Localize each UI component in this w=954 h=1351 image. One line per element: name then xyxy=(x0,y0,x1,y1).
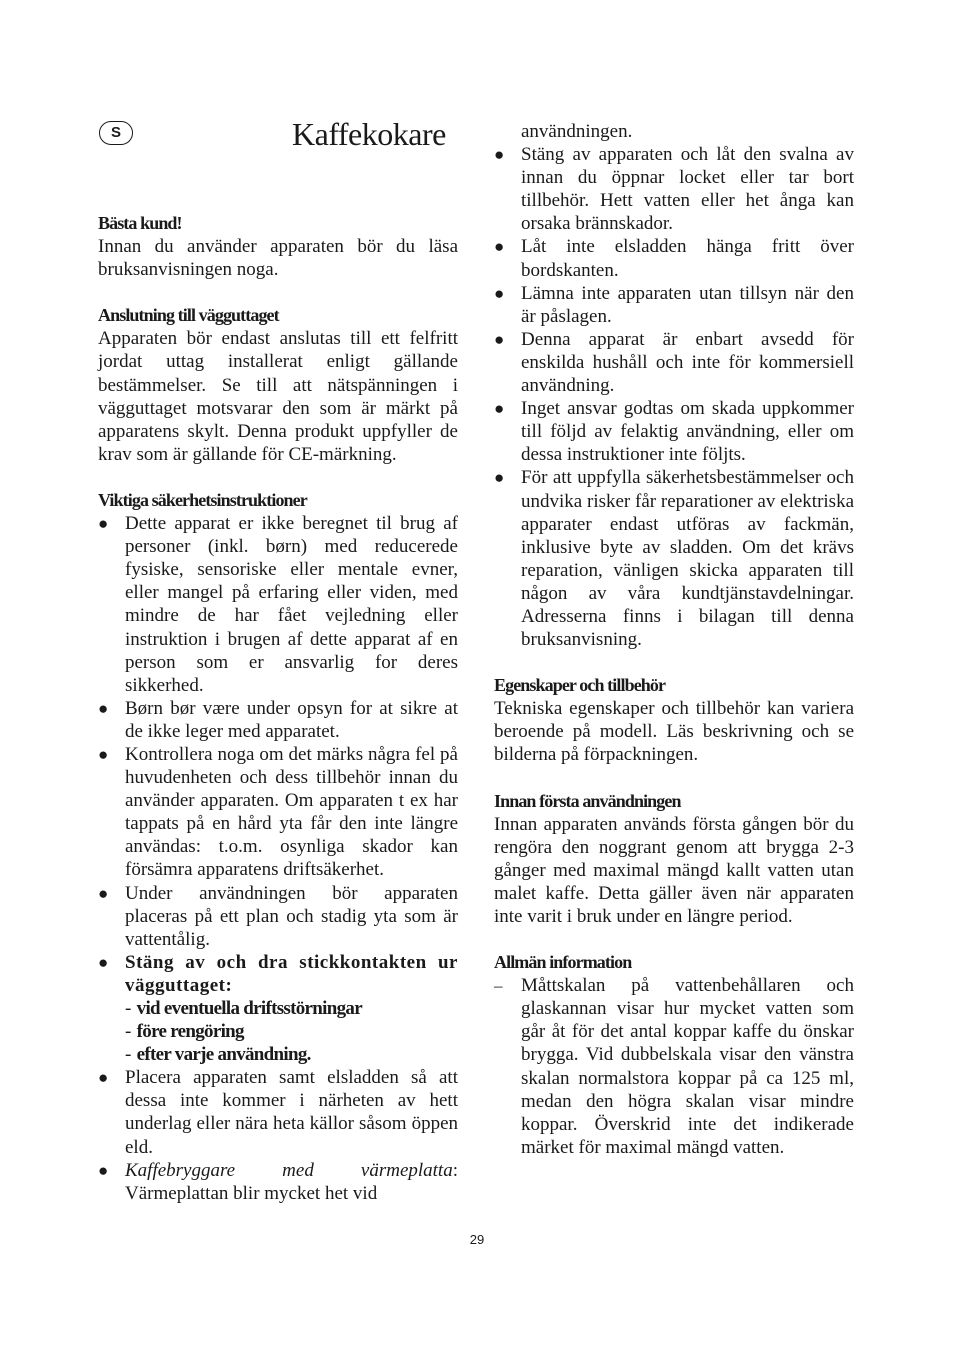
list-item-text: Lämna inte apparaten utan tillsyn när den är påslagen. xyxy=(521,282,854,327)
list-item xyxy=(98,1159,458,1205)
dash-icon: - xyxy=(125,998,131,1019)
list-item xyxy=(98,882,458,951)
list-item xyxy=(494,235,854,281)
section-heading-safety: Viktiga säkerhetsinstruktioner xyxy=(98,489,307,510)
section-heading-connection: Anslutning till vägguttaget xyxy=(98,305,279,326)
list-item-text: För att uppfylla säkerhetsbestämmelser och undvika risker får reparationer av elektriska apparater endast utföras av fackmän, inklusive byte av sladden. Om det krävs reparation, vänligen skicka apparaten till någon av våra kundtjänstavdelningar. Adresserna finns i bilagan till denna bruksanvisning. xyxy=(521,467,854,651)
bullet-icon: ● xyxy=(494,283,505,303)
list-item-continuation: användningen. xyxy=(521,121,633,142)
list-item-text: Låt inte elsladden hänga fritt över bordskanten. xyxy=(521,236,854,281)
sub-list-item-text: efter varje användning. xyxy=(136,1044,311,1066)
bullet-icon: ● xyxy=(98,514,109,534)
bullet-icon: ● xyxy=(494,399,505,419)
bullet-icon: ● xyxy=(98,952,109,972)
sub-list-item-text: före rengöring xyxy=(136,1021,244,1043)
list-item-text: Stäng av apparaten och låt den svalna av innan du öppnar locket eller tar bort tillbehör. Hett vatten eller het ånga kan orsaka brännskador. xyxy=(521,144,854,235)
bullet-icon: ● xyxy=(98,698,109,718)
list-item-italic-text: Kaffebryggare med värmeplatta xyxy=(125,1159,453,1181)
list-item xyxy=(494,974,854,1159)
language-badge: S xyxy=(99,121,133,145)
section-text-connection: Apparaten bör endast anslutas till ett felfritt jordat uttag installerat enligt gällande bestämmelser. Se till att nätspänningen i vägguttaget motsvarar den som är märkt på apparatens skylt. Denna produkt uppfyller de krav som är gällande för CE-märkning. xyxy=(98,328,458,465)
sub-list-item xyxy=(98,1020,458,1043)
section-heading-first-use: Innan första användningen xyxy=(494,790,681,811)
page-number: 29 xyxy=(469,1232,485,1247)
left-column xyxy=(98,212,458,1205)
list-item-text: Placera apparaten samt elsladden så att dessa inte kommer i närheten av hett underlag eller nära heta källor såsom öppen eld. xyxy=(125,1067,458,1158)
list-item xyxy=(98,1066,458,1158)
section-heading-features: Egenskaper och tillbehör xyxy=(494,675,666,696)
list-item-text: : Värmeplattan blir mycket het vid xyxy=(125,1159,458,1204)
list-item-text: Dette apparat er ikke beregnet til brug af personer (inkl. børn) med reducerede fysiske, sensoriske eller mentale evner, eller mangel på erfaring eller viden, med mindre de har fået vejledning eller instruktion i brugen af dette apparat af en person som er ansvarlig for deres sikkerhed. xyxy=(125,513,458,696)
bullet-icon: ● xyxy=(98,744,109,764)
bullet-icon: ● xyxy=(494,468,505,488)
bullet-icon: ● xyxy=(98,1068,109,1088)
dash-icon: - xyxy=(125,1044,131,1066)
sub-list-item xyxy=(98,1043,458,1066)
section-heading-dear-customer: Bästa kund! xyxy=(98,213,182,233)
list-item-text: Kontrollera noga om det märks några fel på huvudenheten och dess tillbehör innan du använder apparaten. Om apparaten t ex har tappats på en hård yta får den inte längre användas: t.o.m. osynliga skador kan försämra apparatens driftsäkerhet. xyxy=(125,743,458,881)
bullet-icon: ● xyxy=(494,145,505,165)
bullet-icon: ● xyxy=(98,883,109,903)
section-text-dear-customer: Innan du använder apparaten bör du läsa bruksanvisningen noga. xyxy=(98,236,458,281)
bullet-icon: ● xyxy=(494,237,505,257)
list-item-text: Inget ansvar godtas om skada uppkommer till följd av felaktig användning, eller om dessa instruktioner inte följts. xyxy=(521,398,854,466)
list-item-text: Under användningen bör apparaten placeras på ett plan och stadig yta som är vattentålig. xyxy=(125,882,458,950)
list-item xyxy=(494,282,854,328)
list-item xyxy=(98,697,458,743)
section-text-features: Tekniska egenskaper och tillbehör kan variera beroende på modell. Läs beskrivning och se bilderna på förpackningen. xyxy=(494,698,854,766)
section-heading-general-info: Allmän information xyxy=(494,952,632,973)
sub-list-item xyxy=(98,997,458,1020)
list-item xyxy=(98,512,458,697)
dash-icon: – xyxy=(494,976,503,996)
list-item-text: Stäng av och dra stickkontakten ur vägguttaget: xyxy=(125,951,458,996)
list-item-text: Denna apparat är enbart avsedd för enskilda hushåll och inte för kommersiell användning. xyxy=(521,328,854,397)
list-item-text: Måttskalan på vattenbehållaren och glaskannan visar hur mycket vatten som går åt för det antal koppar kaffe du önskar brygga. Vid dubbelskala visar den vänstra skalan normalstora koppar på ca 125 ml, medan den högra skalan visar mindre koppar. Överskrid inte det indikerade märket för maximal mängd vatten. xyxy=(521,975,854,1158)
list-item xyxy=(494,397,854,466)
list-item xyxy=(98,951,458,997)
right-column xyxy=(494,120,854,1159)
list-item-text: Børn bør være under opsyn for at sikre at de ikke leger med apparatet. xyxy=(125,697,458,742)
bullet-icon: ● xyxy=(494,329,505,349)
page-title: Kaffekokare xyxy=(292,116,446,152)
list-item xyxy=(494,143,854,235)
dash-icon: - xyxy=(125,1021,131,1043)
list-item xyxy=(98,743,458,882)
list-item xyxy=(494,466,854,651)
list-item xyxy=(494,328,854,397)
bullet-icon: ● xyxy=(98,1160,109,1180)
sub-list-item-text: vid eventuella driftsstörningar xyxy=(136,998,362,1019)
section-text-first-use: Innan apparaten används första gången bör du rengöra den noggrant genom att brygga 2-3 gånger med maximal mängd kallt vatten utan malet kaffe. Detta gäller även när apparaten inte varit i bruk under en längre period. xyxy=(494,813,854,927)
